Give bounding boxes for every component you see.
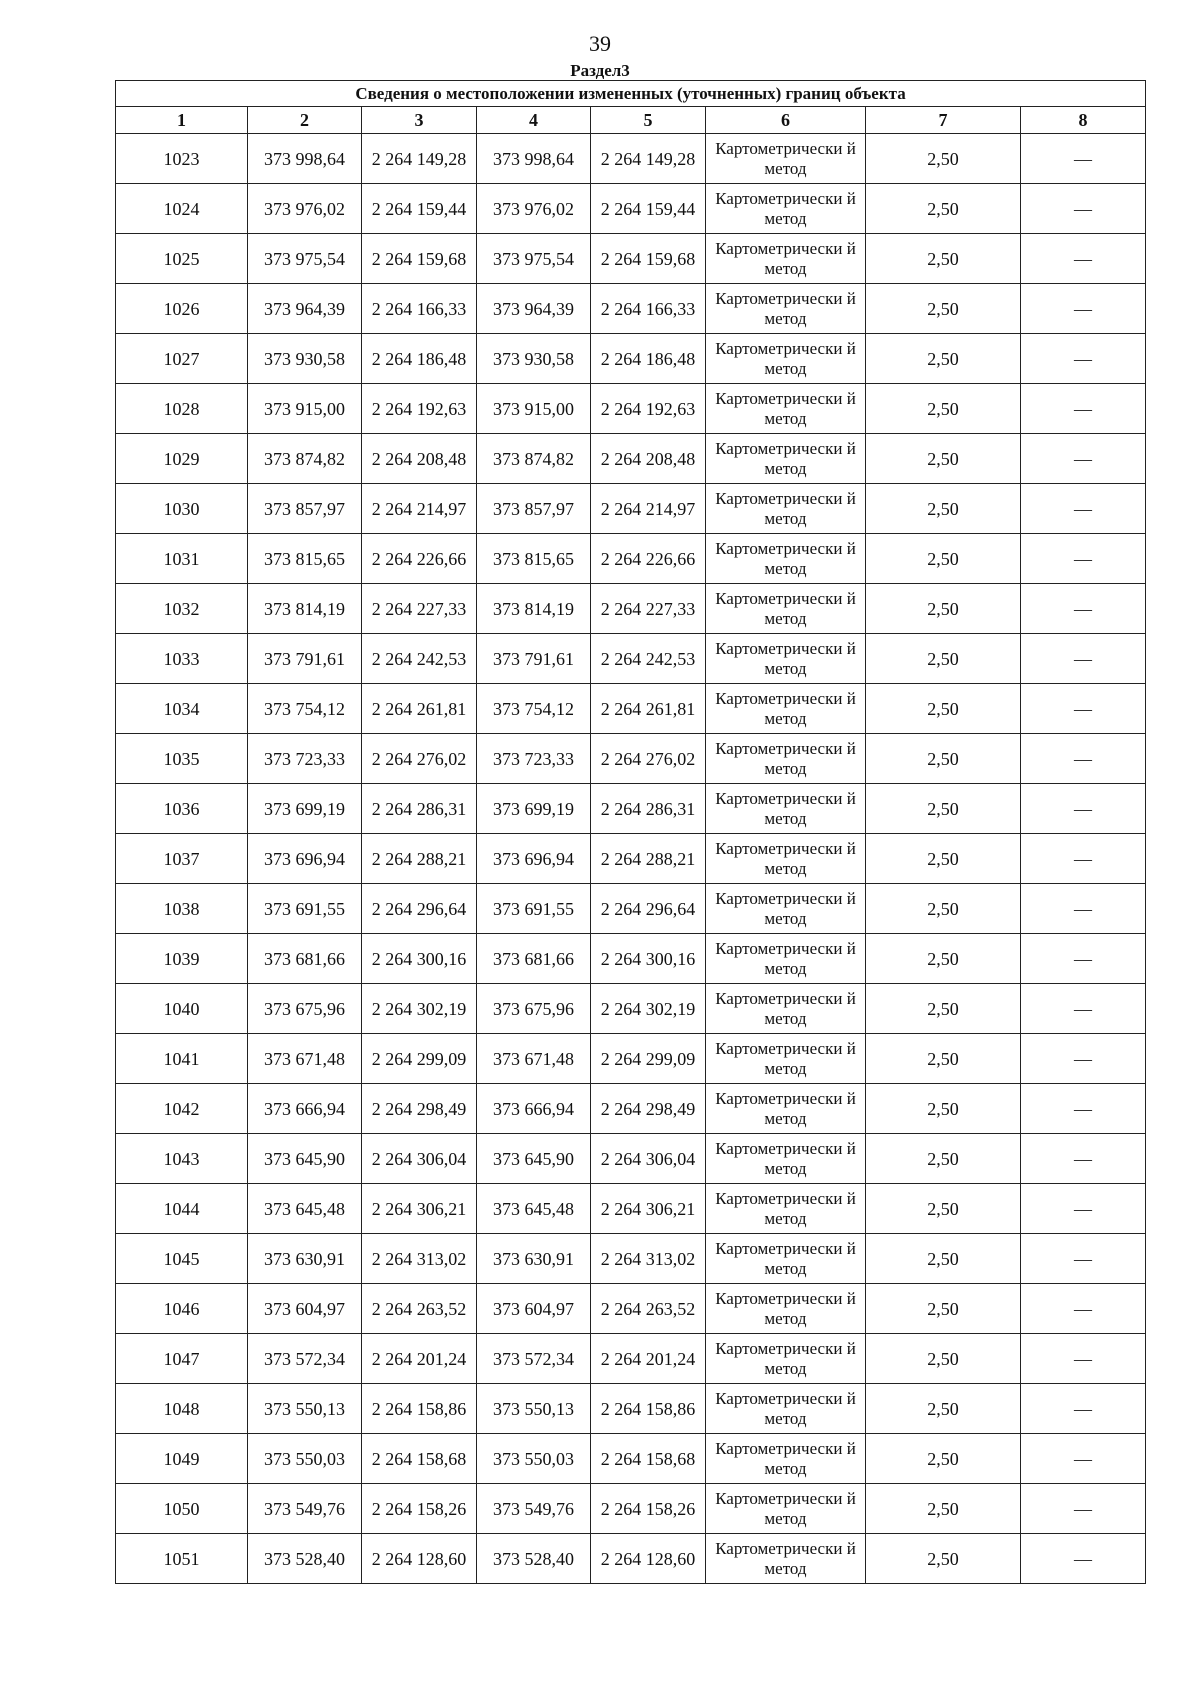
column-number: 2 — [248, 107, 362, 134]
description-cell: — — [1021, 1334, 1146, 1384]
point-number-cell: 1023 — [116, 134, 248, 184]
accuracy-cell: 2,50 — [866, 834, 1021, 884]
point-number-cell: 1037 — [116, 834, 248, 884]
point-number-cell: 1028 — [116, 384, 248, 434]
y-refined-cell: 2 264 300,16 — [591, 934, 706, 984]
table-row — [116, 634, 1146, 684]
x-existing-cell: 373 998,64 — [248, 134, 362, 184]
y-refined-cell: 2 264 226,66 — [591, 534, 706, 584]
accuracy-cell: 2,50 — [866, 784, 1021, 834]
accuracy-cell: 2,50 — [866, 634, 1021, 684]
x-refined-cell: 373 814,19 — [477, 584, 591, 634]
method-cell: Картометрически й метод — [706, 284, 866, 334]
accuracy-cell: 2,50 — [866, 484, 1021, 534]
point-number-cell: 1044 — [116, 1184, 248, 1234]
x-refined-cell: 373 681,66 — [477, 934, 591, 984]
point-number-cell: 1027 — [116, 334, 248, 384]
table-row — [116, 134, 1146, 184]
x-refined-cell: 373 857,97 — [477, 484, 591, 534]
y-existing-cell: 2 264 158,26 — [362, 1484, 477, 1534]
y-refined-cell: 2 264 306,04 — [591, 1134, 706, 1184]
x-existing-cell: 373 604,97 — [248, 1284, 362, 1334]
method-cell: Картометрически й метод — [706, 234, 866, 284]
accuracy-cell: 2,50 — [866, 934, 1021, 984]
accuracy-cell: 2,50 — [866, 234, 1021, 284]
accuracy-cell: 2,50 — [866, 1084, 1021, 1134]
method-cell: Картометрически й метод — [706, 1334, 866, 1384]
accuracy-cell: 2,50 — [866, 1434, 1021, 1484]
description-cell: — — [1021, 984, 1146, 1034]
y-existing-cell: 2 264 166,33 — [362, 284, 477, 334]
x-existing-cell: 373 754,12 — [248, 684, 362, 734]
method-cell: Картометрически й метод — [706, 1184, 866, 1234]
y-refined-cell: 2 264 128,60 — [591, 1534, 706, 1584]
x-existing-cell: 373 675,96 — [248, 984, 362, 1034]
point-number-cell: 1049 — [116, 1434, 248, 1484]
x-existing-cell: 373 723,33 — [248, 734, 362, 784]
x-refined-cell: 373 666,94 — [477, 1084, 591, 1134]
accuracy-cell: 2,50 — [866, 1184, 1021, 1234]
y-refined-cell: 2 264 214,97 — [591, 484, 706, 534]
accuracy-cell: 2,50 — [866, 184, 1021, 234]
description-cell: — — [1021, 484, 1146, 534]
x-refined-cell: 373 696,94 — [477, 834, 591, 884]
y-refined-cell: 2 264 149,28 — [591, 134, 706, 184]
accuracy-cell: 2,50 — [866, 1284, 1021, 1334]
y-existing-cell: 2 264 192,63 — [362, 384, 477, 434]
y-existing-cell: 2 264 288,21 — [362, 834, 477, 884]
method-cell: Картометрически й метод — [706, 784, 866, 834]
y-refined-cell: 2 264 276,02 — [591, 734, 706, 784]
description-cell: — — [1021, 1134, 1146, 1184]
description-cell: — — [1021, 1284, 1146, 1334]
x-refined-cell: 373 550,13 — [477, 1384, 591, 1434]
description-cell: — — [1021, 434, 1146, 484]
method-cell: Картометрически й метод — [706, 384, 866, 434]
method-cell: Картометрически й метод — [706, 484, 866, 534]
y-existing-cell: 2 264 208,48 — [362, 434, 477, 484]
table-row — [116, 1284, 1146, 1334]
y-refined-cell: 2 264 299,09 — [591, 1034, 706, 1084]
y-refined-cell: 2 264 296,64 — [591, 884, 706, 934]
x-refined-cell: 373 998,64 — [477, 134, 591, 184]
description-cell: — — [1021, 934, 1146, 984]
y-existing-cell: 2 264 313,02 — [362, 1234, 477, 1284]
accuracy-cell: 2,50 — [866, 884, 1021, 934]
boundary-coordinates-table — [115, 80, 1146, 1584]
point-number-cell: 1041 — [116, 1034, 248, 1084]
x-refined-cell: 373 874,82 — [477, 434, 591, 484]
column-number: 5 — [591, 107, 706, 134]
x-existing-cell: 373 874,82 — [248, 434, 362, 484]
x-existing-cell: 373 696,94 — [248, 834, 362, 884]
y-refined-cell: 2 264 192,63 — [591, 384, 706, 434]
x-refined-cell: 373 604,97 — [477, 1284, 591, 1334]
method-cell: Картометрически й метод — [706, 134, 866, 184]
x-existing-cell: 373 550,03 — [248, 1434, 362, 1484]
y-existing-cell: 2 264 286,31 — [362, 784, 477, 834]
x-existing-cell: 373 666,94 — [248, 1084, 362, 1134]
table-row — [116, 1334, 1146, 1384]
accuracy-cell: 2,50 — [866, 284, 1021, 334]
table-row — [116, 1084, 1146, 1134]
table-row — [116, 834, 1146, 884]
description-cell: — — [1021, 584, 1146, 634]
x-existing-cell: 373 528,40 — [248, 1534, 362, 1584]
y-existing-cell: 2 264 296,64 — [362, 884, 477, 934]
accuracy-cell: 2,50 — [866, 734, 1021, 784]
description-cell: — — [1021, 1034, 1146, 1084]
y-existing-cell: 2 264 226,66 — [362, 534, 477, 584]
point-number-cell: 1050 — [116, 1484, 248, 1534]
column-number: 6 — [706, 107, 866, 134]
y-refined-cell: 2 264 242,53 — [591, 634, 706, 684]
table-row — [116, 234, 1146, 284]
description-cell: — — [1021, 284, 1146, 334]
column-number: 4 — [477, 107, 591, 134]
table-row — [116, 1434, 1146, 1484]
section-title: Раздел3 — [570, 61, 630, 80]
y-refined-cell: 2 264 306,21 — [591, 1184, 706, 1234]
x-existing-cell: 373 814,19 — [248, 584, 362, 634]
description-cell: — — [1021, 884, 1146, 934]
x-refined-cell: 373 976,02 — [477, 184, 591, 234]
y-refined-cell: 2 264 302,19 — [591, 984, 706, 1034]
accuracy-cell: 2,50 — [866, 384, 1021, 434]
accuracy-cell: 2,50 — [866, 1234, 1021, 1284]
y-existing-cell: 2 264 214,97 — [362, 484, 477, 534]
point-number-cell: 1029 — [116, 434, 248, 484]
table-row — [116, 534, 1146, 584]
point-number-cell: 1032 — [116, 584, 248, 634]
table-row — [116, 784, 1146, 834]
x-refined-cell: 373 630,91 — [477, 1234, 591, 1284]
x-existing-cell: 373 976,02 — [248, 184, 362, 234]
y-existing-cell: 2 264 158,68 — [362, 1434, 477, 1484]
x-refined-cell: 373 930,58 — [477, 334, 591, 384]
x-refined-cell: 373 675,96 — [477, 984, 591, 1034]
table-row — [116, 734, 1146, 784]
accuracy-cell: 2,50 — [866, 334, 1021, 384]
x-existing-cell: 373 930,58 — [248, 334, 362, 384]
accuracy-cell: 2,50 — [866, 1134, 1021, 1184]
table-row — [116, 284, 1146, 334]
method-cell: Картометрически й метод — [706, 334, 866, 384]
y-refined-cell: 2 264 286,31 — [591, 784, 706, 834]
accuracy-cell: 2,50 — [866, 534, 1021, 584]
description-cell: — — [1021, 1484, 1146, 1534]
description-cell: — — [1021, 1534, 1146, 1584]
y-refined-cell: 2 264 166,33 — [591, 284, 706, 334]
x-existing-cell: 373 975,54 — [248, 234, 362, 284]
table-row — [116, 184, 1146, 234]
method-cell: Картометрически й метод — [706, 684, 866, 734]
y-existing-cell: 2 264 300,16 — [362, 934, 477, 984]
point-number-cell: 1038 — [116, 884, 248, 934]
y-existing-cell: 2 264 299,09 — [362, 1034, 477, 1084]
method-cell: Картометрически й метод — [706, 934, 866, 984]
method-cell: Картометрически й метод — [706, 1434, 866, 1484]
x-existing-cell: 373 550,13 — [248, 1384, 362, 1434]
x-existing-cell: 373 815,65 — [248, 534, 362, 584]
description-cell: — — [1021, 1234, 1146, 1284]
method-cell: Картометрически й метод — [706, 1034, 866, 1084]
x-refined-cell: 373 528,40 — [477, 1534, 591, 1584]
y-refined-cell: 2 264 158,68 — [591, 1434, 706, 1484]
accuracy-cell: 2,50 — [866, 584, 1021, 634]
accuracy-cell: 2,50 — [866, 684, 1021, 734]
point-number-cell: 1039 — [116, 934, 248, 984]
accuracy-cell: 2,50 — [866, 1384, 1021, 1434]
y-existing-cell: 2 264 128,60 — [362, 1534, 477, 1584]
y-existing-cell: 2 264 159,44 — [362, 184, 477, 234]
description-cell: — — [1021, 534, 1146, 584]
description-cell: — — [1021, 134, 1146, 184]
page-number: 39 — [589, 31, 611, 56]
point-number-cell: 1030 — [116, 484, 248, 534]
column-number: 3 — [362, 107, 477, 134]
point-number-cell: 1031 — [116, 534, 248, 584]
x-existing-cell: 373 699,19 — [248, 784, 362, 834]
accuracy-cell: 2,50 — [866, 434, 1021, 484]
table-row — [116, 1184, 1146, 1234]
point-number-cell: 1051 — [116, 1534, 248, 1584]
table-body — [116, 134, 1146, 1584]
table-caption: Сведения о местоположении измененных (уточненных) границ объекта — [116, 81, 1146, 107]
table-row — [116, 1534, 1146, 1584]
point-number-cell: 1042 — [116, 1084, 248, 1134]
point-number-cell: 1034 — [116, 684, 248, 734]
description-cell: — — [1021, 1084, 1146, 1134]
accuracy-cell: 2,50 — [866, 1534, 1021, 1584]
point-number-cell: 1048 — [116, 1384, 248, 1434]
x-refined-cell: 373 964,39 — [477, 284, 591, 334]
point-number-cell: 1040 — [116, 984, 248, 1034]
x-existing-cell: 373 857,97 — [248, 484, 362, 534]
y-existing-cell: 2 264 159,68 — [362, 234, 477, 284]
point-number-cell: 1026 — [116, 284, 248, 334]
description-cell: — — [1021, 784, 1146, 834]
point-number-cell: 1035 — [116, 734, 248, 784]
column-number: 7 — [866, 107, 1021, 134]
y-existing-cell: 2 264 261,81 — [362, 684, 477, 734]
y-refined-cell: 2 264 186,48 — [591, 334, 706, 384]
x-existing-cell: 373 691,55 — [248, 884, 362, 934]
y-refined-cell: 2 264 159,44 — [591, 184, 706, 234]
table-row — [116, 934, 1146, 984]
y-existing-cell: 2 264 149,28 — [362, 134, 477, 184]
point-number-cell: 1033 — [116, 634, 248, 684]
point-number-cell: 1036 — [116, 784, 248, 834]
y-refined-cell: 2 264 313,02 — [591, 1234, 706, 1284]
point-number-cell: 1045 — [116, 1234, 248, 1284]
table-row — [116, 434, 1146, 484]
y-refined-cell: 2 264 261,81 — [591, 684, 706, 734]
x-refined-cell: 373 645,48 — [477, 1184, 591, 1234]
method-cell: Картометрически й метод — [706, 1484, 866, 1534]
y-refined-cell: 2 264 263,52 — [591, 1284, 706, 1334]
x-existing-cell: 373 671,48 — [248, 1034, 362, 1084]
x-refined-cell: 373 699,19 — [477, 784, 591, 834]
table-row — [116, 1484, 1146, 1534]
method-cell: Картометрически й метод — [706, 1084, 866, 1134]
description-cell: — — [1021, 734, 1146, 784]
table-row — [116, 884, 1146, 934]
y-refined-cell: 2 264 159,68 — [591, 234, 706, 284]
description-cell: — — [1021, 1384, 1146, 1434]
table-row — [116, 584, 1146, 634]
x-existing-cell: 373 645,48 — [248, 1184, 362, 1234]
y-existing-cell: 2 264 227,33 — [362, 584, 477, 634]
accuracy-cell: 2,50 — [866, 134, 1021, 184]
description-cell: — — [1021, 384, 1146, 434]
y-refined-cell: 2 264 158,86 — [591, 1384, 706, 1434]
x-existing-cell: 373 681,66 — [248, 934, 362, 984]
x-refined-cell: 373 549,76 — [477, 1484, 591, 1534]
description-cell: — — [1021, 1434, 1146, 1484]
y-existing-cell: 2 264 263,52 — [362, 1284, 477, 1334]
accuracy-cell: 2,50 — [866, 984, 1021, 1034]
x-refined-cell: 373 645,90 — [477, 1134, 591, 1184]
table-row — [116, 1384, 1146, 1434]
table-row — [116, 684, 1146, 734]
description-cell: — — [1021, 1184, 1146, 1234]
method-cell: Картометрически й метод — [706, 834, 866, 884]
x-refined-cell: 373 975,54 — [477, 234, 591, 284]
description-cell: — — [1021, 184, 1146, 234]
y-existing-cell: 2 264 276,02 — [362, 734, 477, 784]
table-caption-row — [116, 81, 1146, 107]
method-cell: Картометрически й метод — [706, 984, 866, 1034]
table-row — [116, 484, 1146, 534]
x-refined-cell: 373 671,48 — [477, 1034, 591, 1084]
y-existing-cell: 2 264 242,53 — [362, 634, 477, 684]
point-number-cell: 1043 — [116, 1134, 248, 1184]
x-refined-cell: 373 754,12 — [477, 684, 591, 734]
x-refined-cell: 373 572,34 — [477, 1334, 591, 1384]
y-refined-cell: 2 264 298,49 — [591, 1084, 706, 1134]
method-cell: Картометрически й метод — [706, 1234, 866, 1284]
table-row — [116, 384, 1146, 434]
point-number-cell: 1047 — [116, 1334, 248, 1384]
x-refined-cell: 373 550,03 — [477, 1434, 591, 1484]
method-cell: Картометрически й метод — [706, 534, 866, 584]
y-existing-cell: 2 264 186,48 — [362, 334, 477, 384]
column-number-row — [116, 107, 1146, 134]
point-number-cell: 1025 — [116, 234, 248, 284]
description-cell: — — [1021, 234, 1146, 284]
x-existing-cell: 373 791,61 — [248, 634, 362, 684]
method-cell: Картометрически й метод — [706, 434, 866, 484]
description-cell: — — [1021, 634, 1146, 684]
method-cell: Картометрически й метод — [706, 1284, 866, 1334]
x-existing-cell: 373 915,00 — [248, 384, 362, 434]
column-number: 8 — [1021, 107, 1146, 134]
y-refined-cell: 2 264 158,26 — [591, 1484, 706, 1534]
x-existing-cell: 373 645,90 — [248, 1134, 362, 1184]
x-refined-cell: 373 791,61 — [477, 634, 591, 684]
x-existing-cell: 373 964,39 — [248, 284, 362, 334]
x-refined-cell: 373 691,55 — [477, 884, 591, 934]
table-row — [116, 1234, 1146, 1284]
y-existing-cell: 2 264 201,24 — [362, 1334, 477, 1384]
x-existing-cell: 373 572,34 — [248, 1334, 362, 1384]
table-row — [116, 1134, 1146, 1184]
y-refined-cell: 2 264 201,24 — [591, 1334, 706, 1384]
x-refined-cell: 373 723,33 — [477, 734, 591, 784]
y-existing-cell: 2 264 302,19 — [362, 984, 477, 1034]
description-cell: — — [1021, 334, 1146, 384]
point-number-cell: 1046 — [116, 1284, 248, 1334]
table-row — [116, 1034, 1146, 1084]
column-number: 1 — [116, 107, 248, 134]
x-existing-cell: 373 630,91 — [248, 1234, 362, 1284]
method-cell: Картометрически й метод — [706, 634, 866, 684]
point-number-cell: 1024 — [116, 184, 248, 234]
description-cell: — — [1021, 834, 1146, 884]
method-cell: Картометрически й метод — [706, 884, 866, 934]
method-cell: Картометрически й метод — [706, 584, 866, 634]
accuracy-cell: 2,50 — [866, 1334, 1021, 1384]
method-cell: Картометрически й метод — [706, 1134, 866, 1184]
y-refined-cell: 2 264 288,21 — [591, 834, 706, 884]
x-existing-cell: 373 549,76 — [248, 1484, 362, 1534]
method-cell: Картометрически й метод — [706, 734, 866, 784]
x-refined-cell: 373 815,65 — [477, 534, 591, 584]
method-cell: Картометрически й метод — [706, 184, 866, 234]
table-row — [116, 334, 1146, 384]
accuracy-cell: 2,50 — [866, 1034, 1021, 1084]
y-existing-cell: 2 264 298,49 — [362, 1084, 477, 1134]
method-cell: Картометрически й метод — [706, 1534, 866, 1584]
x-refined-cell: 373 915,00 — [477, 384, 591, 434]
y-refined-cell: 2 264 227,33 — [591, 584, 706, 634]
y-refined-cell: 2 264 208,48 — [591, 434, 706, 484]
y-existing-cell: 2 264 306,21 — [362, 1184, 477, 1234]
method-cell: Картометрически й метод — [706, 1384, 866, 1434]
accuracy-cell: 2,50 — [866, 1484, 1021, 1534]
description-cell: — — [1021, 684, 1146, 734]
table-row — [116, 984, 1146, 1034]
y-existing-cell: 2 264 306,04 — [362, 1134, 477, 1184]
y-existing-cell: 2 264 158,86 — [362, 1384, 477, 1434]
